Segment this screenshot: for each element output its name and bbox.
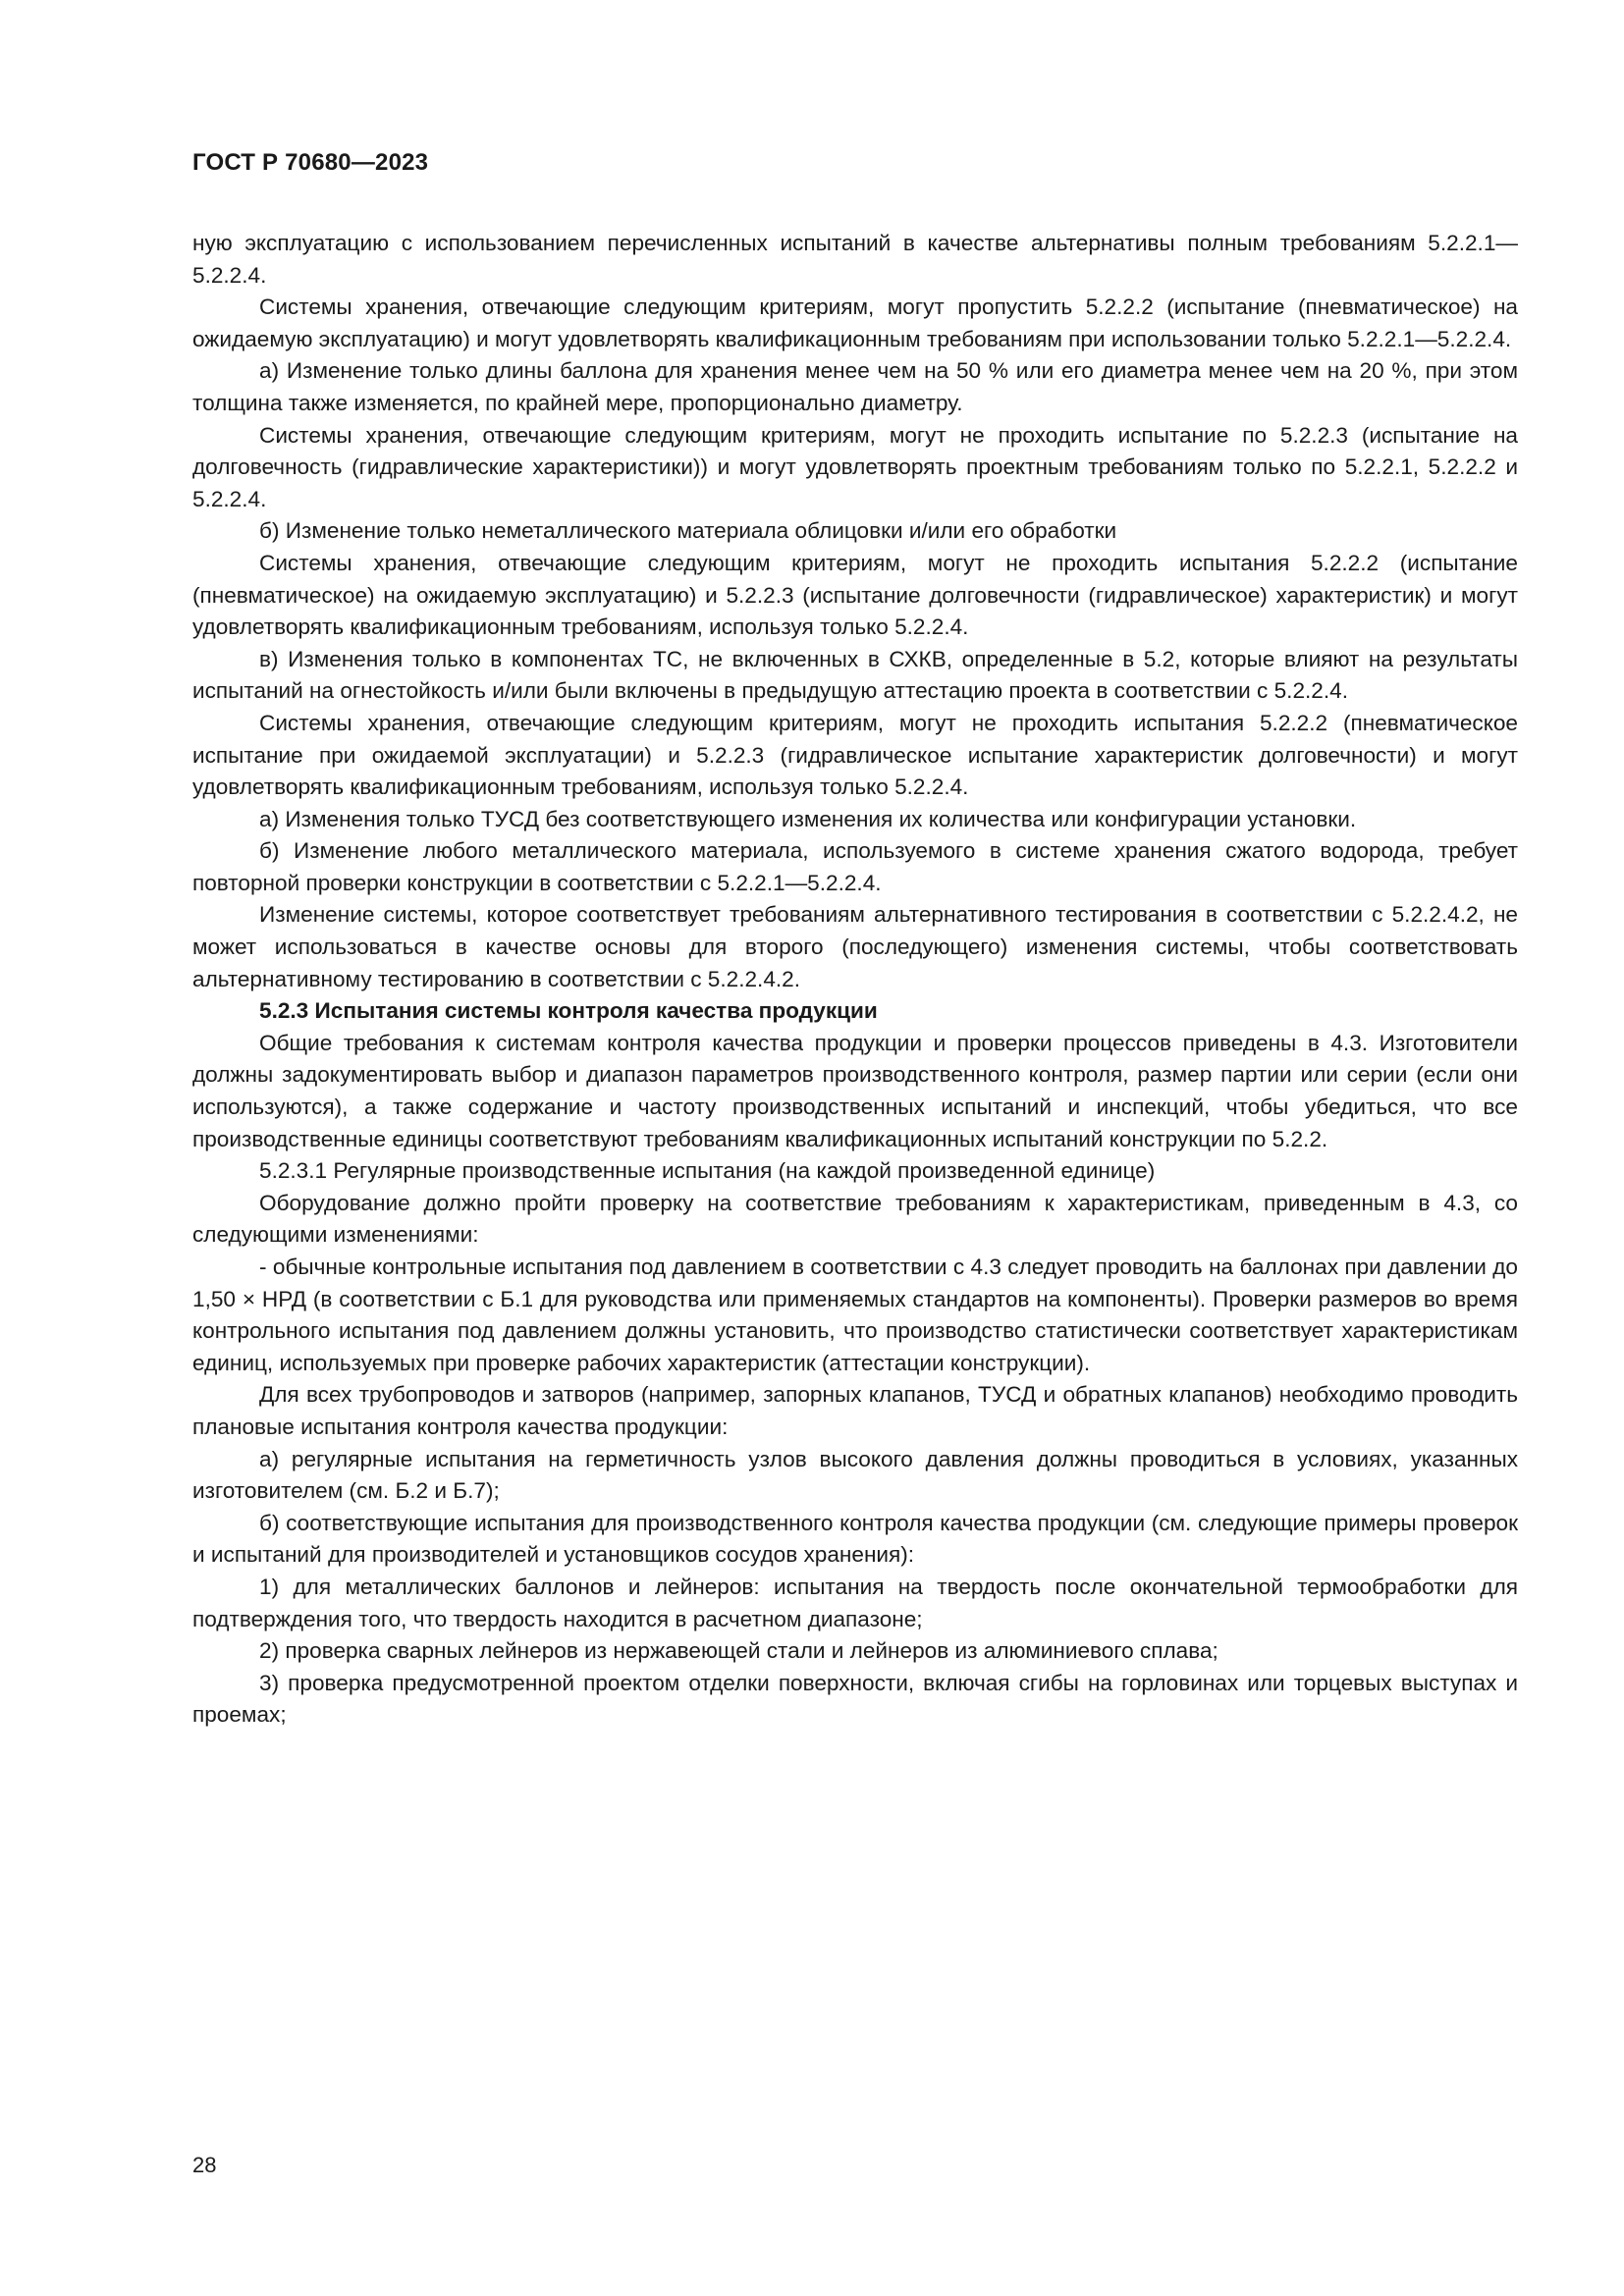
list-item: б) Изменение только неметаллического материала облицовки и/или его обработки [259, 518, 1117, 544]
page-number: 28 [192, 2153, 217, 2177]
paragraph: Системы хранения, отвечающие следующим критериям, могут пропустить 5.2.2.2 (испытание (пневматическое) на ожидаемую эксплуатацию) и могут удовлетворять квалификационным требованиям при использовании только 5.2.2.1—5.2.2.4. [192, 294, 1518, 351]
document-code-header: ГОСТ Р 70680—2023 [192, 149, 429, 176]
paragraph: Оборудование должно пройти проверку на соответствие требованиям к характеристикам, приведенным в 4.3, со следующими изменениями: [192, 1190, 1518, 1248]
list-item: б) соответствующие испытания для производственного контроля качества продукции (см. следующие примеры проверок и испытаний для производителей и установщиков сосудов хранения): [192, 1510, 1518, 1568]
paragraph: Системы хранения, отвечающие следующим критериям, могут не проходить испытания 5.2.2.2 (испытание (пневматическое) на ожидаемую эксплуатацию) и 5.2.2.3 (испытание долговечности (гидравлическое) характеристик) и могут удовлетворять квалификационным требованиям, используя только 5.2.2.4. [192, 550, 1518, 640]
list-item: а) Изменение только длины баллона для хранения менее чем на 50 % или его диаметра менее чем на 20 %, при этом толщина также изменяется, по крайней мере, пропорционально диаметру. [192, 358, 1518, 415]
list-item: б) Изменение любого металлического материала, используемого в системе хранения сжатого водорода, требует повторной проверки конструкции в соответствии с 5.2.2.1—5.2.2.4. [192, 838, 1518, 895]
list-item: - обычные контрольные испытания под давлением в соответствии с 4.3 следует проводить на баллонах при давлении до 1,50 × НРД (в соответствии с Б.1 для руководства или применяемых стандартов на компоненты). Проверки размеров во время контрольного испытания под давлением должны установить, что производство статистически соответствует характеристикам единиц, используемых при проверке рабочих характеристик (аттестации конструкции). [192, 1255, 1518, 1375]
paragraph: Системы хранения, отвечающие следующим критериям, могут не проходить испытания 5.2.2.2 (пневматическое испытание при ожидаемой эксплуатации) и 5.2.2.3 (гидравлическое испытание характеристик долговечности) и могут удовлетворять квалификационным требованиям, используя только 5.2.2.4. [192, 710, 1518, 800]
paragraph: Изменение системы, которое соответствует требованиям альтернативного тестирования в соответствии с 5.2.2.4.2, не может использоваться в качестве основы для второго (последующего) изменения системы, чтобы соответствовать альтернативному тестированию в соответствии с 5.2.2.4.2. [192, 902, 1518, 991]
list-item: в) Изменения только в компонентах ТС, не включенных в СХКВ, определенные в 5.2, которые влияют на результаты испытаний на огнестойкость и/или были включены в предыдущую аттестацию проекта в соответствии с 5.2.2.4. [192, 646, 1518, 704]
list-item: 3) проверка предусмотренной проектом отделки поверхности, включая сгибы на горловинах или торцевых выступах и проемах; [192, 1670, 1518, 1728]
document-body [192, 228, 1518, 1732]
paragraph: Для всех трубопроводов и затворов (например, запорных клапанов, ТУСД и обратных клапанов) необходимо проводить плановые испытания контроля качества продукции: [192, 1382, 1518, 1439]
list-item: а) регулярные испытания на герметичность узлов высокого давления должны проводиться в условиях, указанных изготовителем (см. Б.2 и Б.7); [192, 1446, 1518, 1504]
paragraph: ную эксплуатацию с использованием перечисленных испытаний в качестве альтернативы полным требованиям 5.2.2.1—5.2.2.4. [192, 231, 1518, 288]
paragraph: Общие требования к системам контроля качества продукции и проверки процессов приведены в 4.3. Изготовители должны задокументировать выбор и диапазон параметров производственного контроля, размер партии или серии (если они используются), а также содержание и частоту производственных испытаний и инспекций, чтобы убедиться, что все производственные единицы соответствуют требованиям квалификационных испытаний конструкции по 5.2.2. [192, 1030, 1518, 1151]
section-heading: 5.2.3 Испытания системы контроля качества продукции [259, 998, 878, 1024]
paragraph: Системы хранения, отвечающие следующим критериям, могут не проходить испытание по 5.2.2.3 (испытание на долговечность (гидравлические характеристики)) и могут удовлетворять проектным требованиям только по 5.2.2.1, 5.2.2.2 и 5.2.2.4. [192, 422, 1518, 511]
subsection-heading: 5.2.3.1 Регулярные производственные испытания (на каждой произведенной единице) [259, 1158, 1156, 1184]
list-item: а) Изменения только ТУСД без соответствующего изменения их количества или конфигурации установки. [259, 806, 1357, 831]
list-item: 1) для металлических баллонов и лейнеров: испытания на твердость после окончательной термообработки для подтверждения того, что твердость находится в расчетном диапазоне; [192, 1574, 1518, 1631]
list-item: 2) проверка сварных лейнеров из нержавеющей стали и лейнеров из алюминиевого сплава; [259, 1638, 1218, 1664]
